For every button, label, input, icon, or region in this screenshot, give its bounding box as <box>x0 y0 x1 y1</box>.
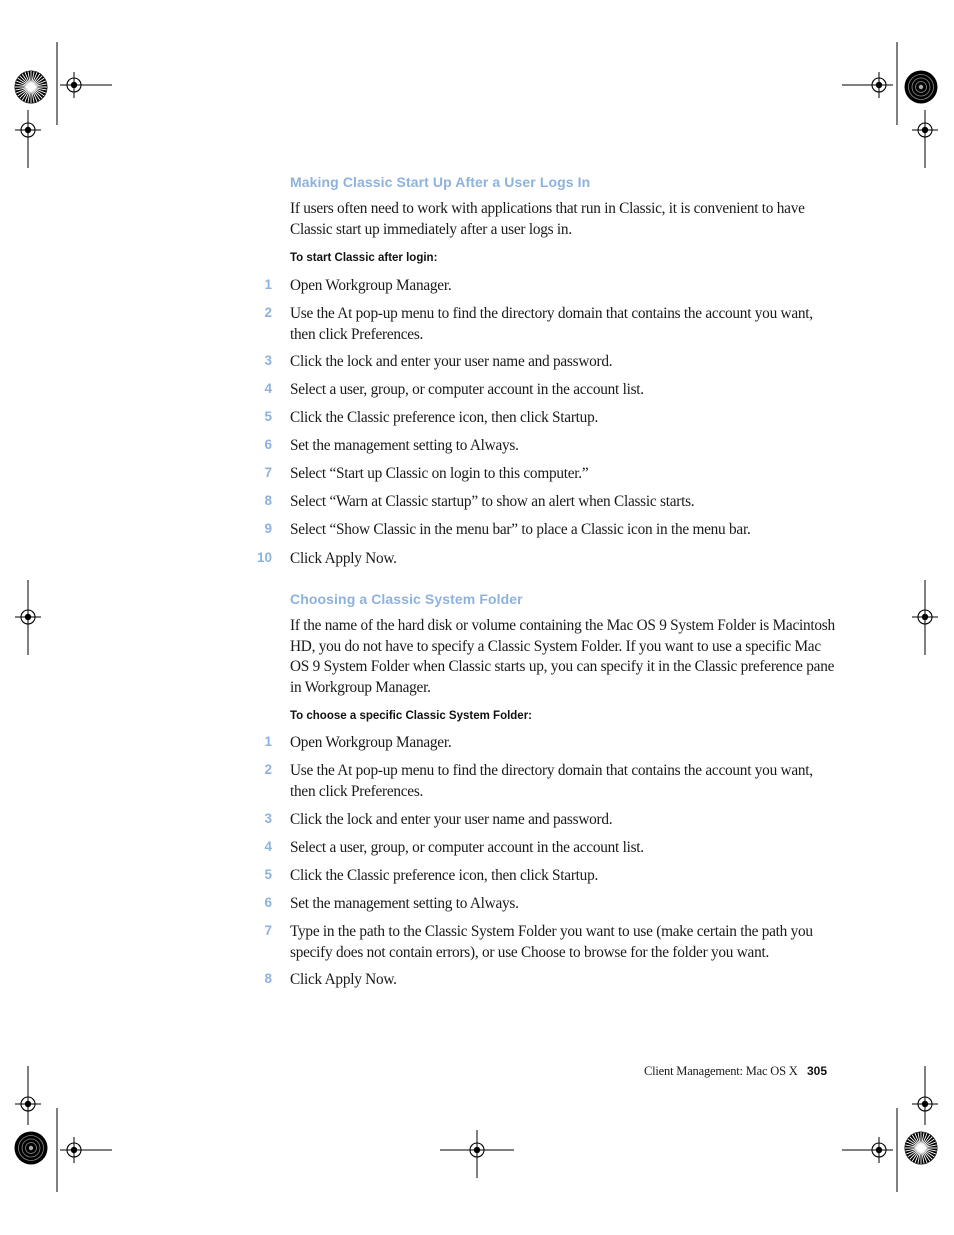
step-number: 2 <box>264 762 272 777</box>
step-number: 5 <box>264 867 272 882</box>
step-text: Click the lock and enter your user name and password. <box>290 811 613 828</box>
step-number: 7 <box>264 923 272 938</box>
step-text: Click Apply Now. <box>290 550 397 567</box>
step-text: Select “Show Classic in the menu bar” to place a Classic icon in the menu bar. <box>290 521 751 538</box>
step-text: Select a user, group, or computer account in the account list. <box>290 839 644 856</box>
step-number: 8 <box>264 971 272 986</box>
step-number: 10 <box>256 550 272 565</box>
step-text: Use the At pop-up menu to find the directory domain that contains the account you want, then click Preferences. <box>290 762 813 800</box>
step-text: Open Workgroup Manager. <box>290 734 452 751</box>
step-text: Click the Classic preference icon, then click Startup. <box>290 409 599 426</box>
step-number: 1 <box>264 734 272 749</box>
section-intro: If the name of the hard disk or volume containing the Mac OS 9 System Folder is Macintosh HD, you do not have to specify a Classic System Folder. If you want to use a specific Mac OS 9 System Folder when Classic starts up, you can specify it in the Classic preference pane in Workgroup Manager. <box>290 617 835 696</box>
step-number: 4 <box>264 839 272 854</box>
step-number: 2 <box>264 305 272 320</box>
procedure-lead: To start Classic after login: <box>290 252 438 264</box>
step-text: Set the management setting to Always. <box>290 895 519 912</box>
section-heading: Making Classic Start Up After a User Logs In <box>290 174 591 190</box>
step-text: Set the management setting to Always. <box>290 437 519 454</box>
step-number: 7 <box>264 465 272 480</box>
step-number: 6 <box>264 895 272 910</box>
step-number: 8 <box>264 493 272 508</box>
step-text: Click Apply Now. <box>290 971 397 988</box>
step-text: Click the Classic preference icon, then click Startup. <box>290 867 599 884</box>
procedure-lead: To choose a specific Classic System Folder: <box>290 710 533 722</box>
step-number: 9 <box>264 521 272 536</box>
step-number: 3 <box>264 811 272 826</box>
step-text: Use the At pop-up menu to find the directory domain that contains the account you want, then click Preferences. <box>290 305 813 343</box>
step-text: Select “Start up Classic on login to this computer.” <box>290 465 589 482</box>
step-text: Open Workgroup Manager. <box>290 277 452 294</box>
footer-chapter-title: Client Management: Mac OS X <box>644 1064 798 1078</box>
step-number: 4 <box>264 381 272 396</box>
step-text: Select “Warn at Classic startup” to show an alert when Classic starts. <box>290 493 695 510</box>
step-number: 3 <box>264 353 272 368</box>
section-intro: If users often need to work with applications that run in Classic, it is convenient to have Classic start up immediately after a user logs in. <box>290 200 805 238</box>
step-number: 5 <box>264 409 272 424</box>
step-text: Click the lock and enter your user name and password. <box>290 353 613 370</box>
step-number: 1 <box>264 277 272 292</box>
step-text: Type in the path to the Classic System Folder you want to use (make certain the path you specify does not contain errors), or use Choose to browse for the folder you want. <box>290 923 813 961</box>
section-heading: Choosing a Classic System Folder <box>290 591 523 607</box>
page-number: 305 <box>807 1064 828 1078</box>
step-number: 6 <box>264 437 272 452</box>
step-text: Select a user, group, or computer account in the account list. <box>290 381 644 398</box>
